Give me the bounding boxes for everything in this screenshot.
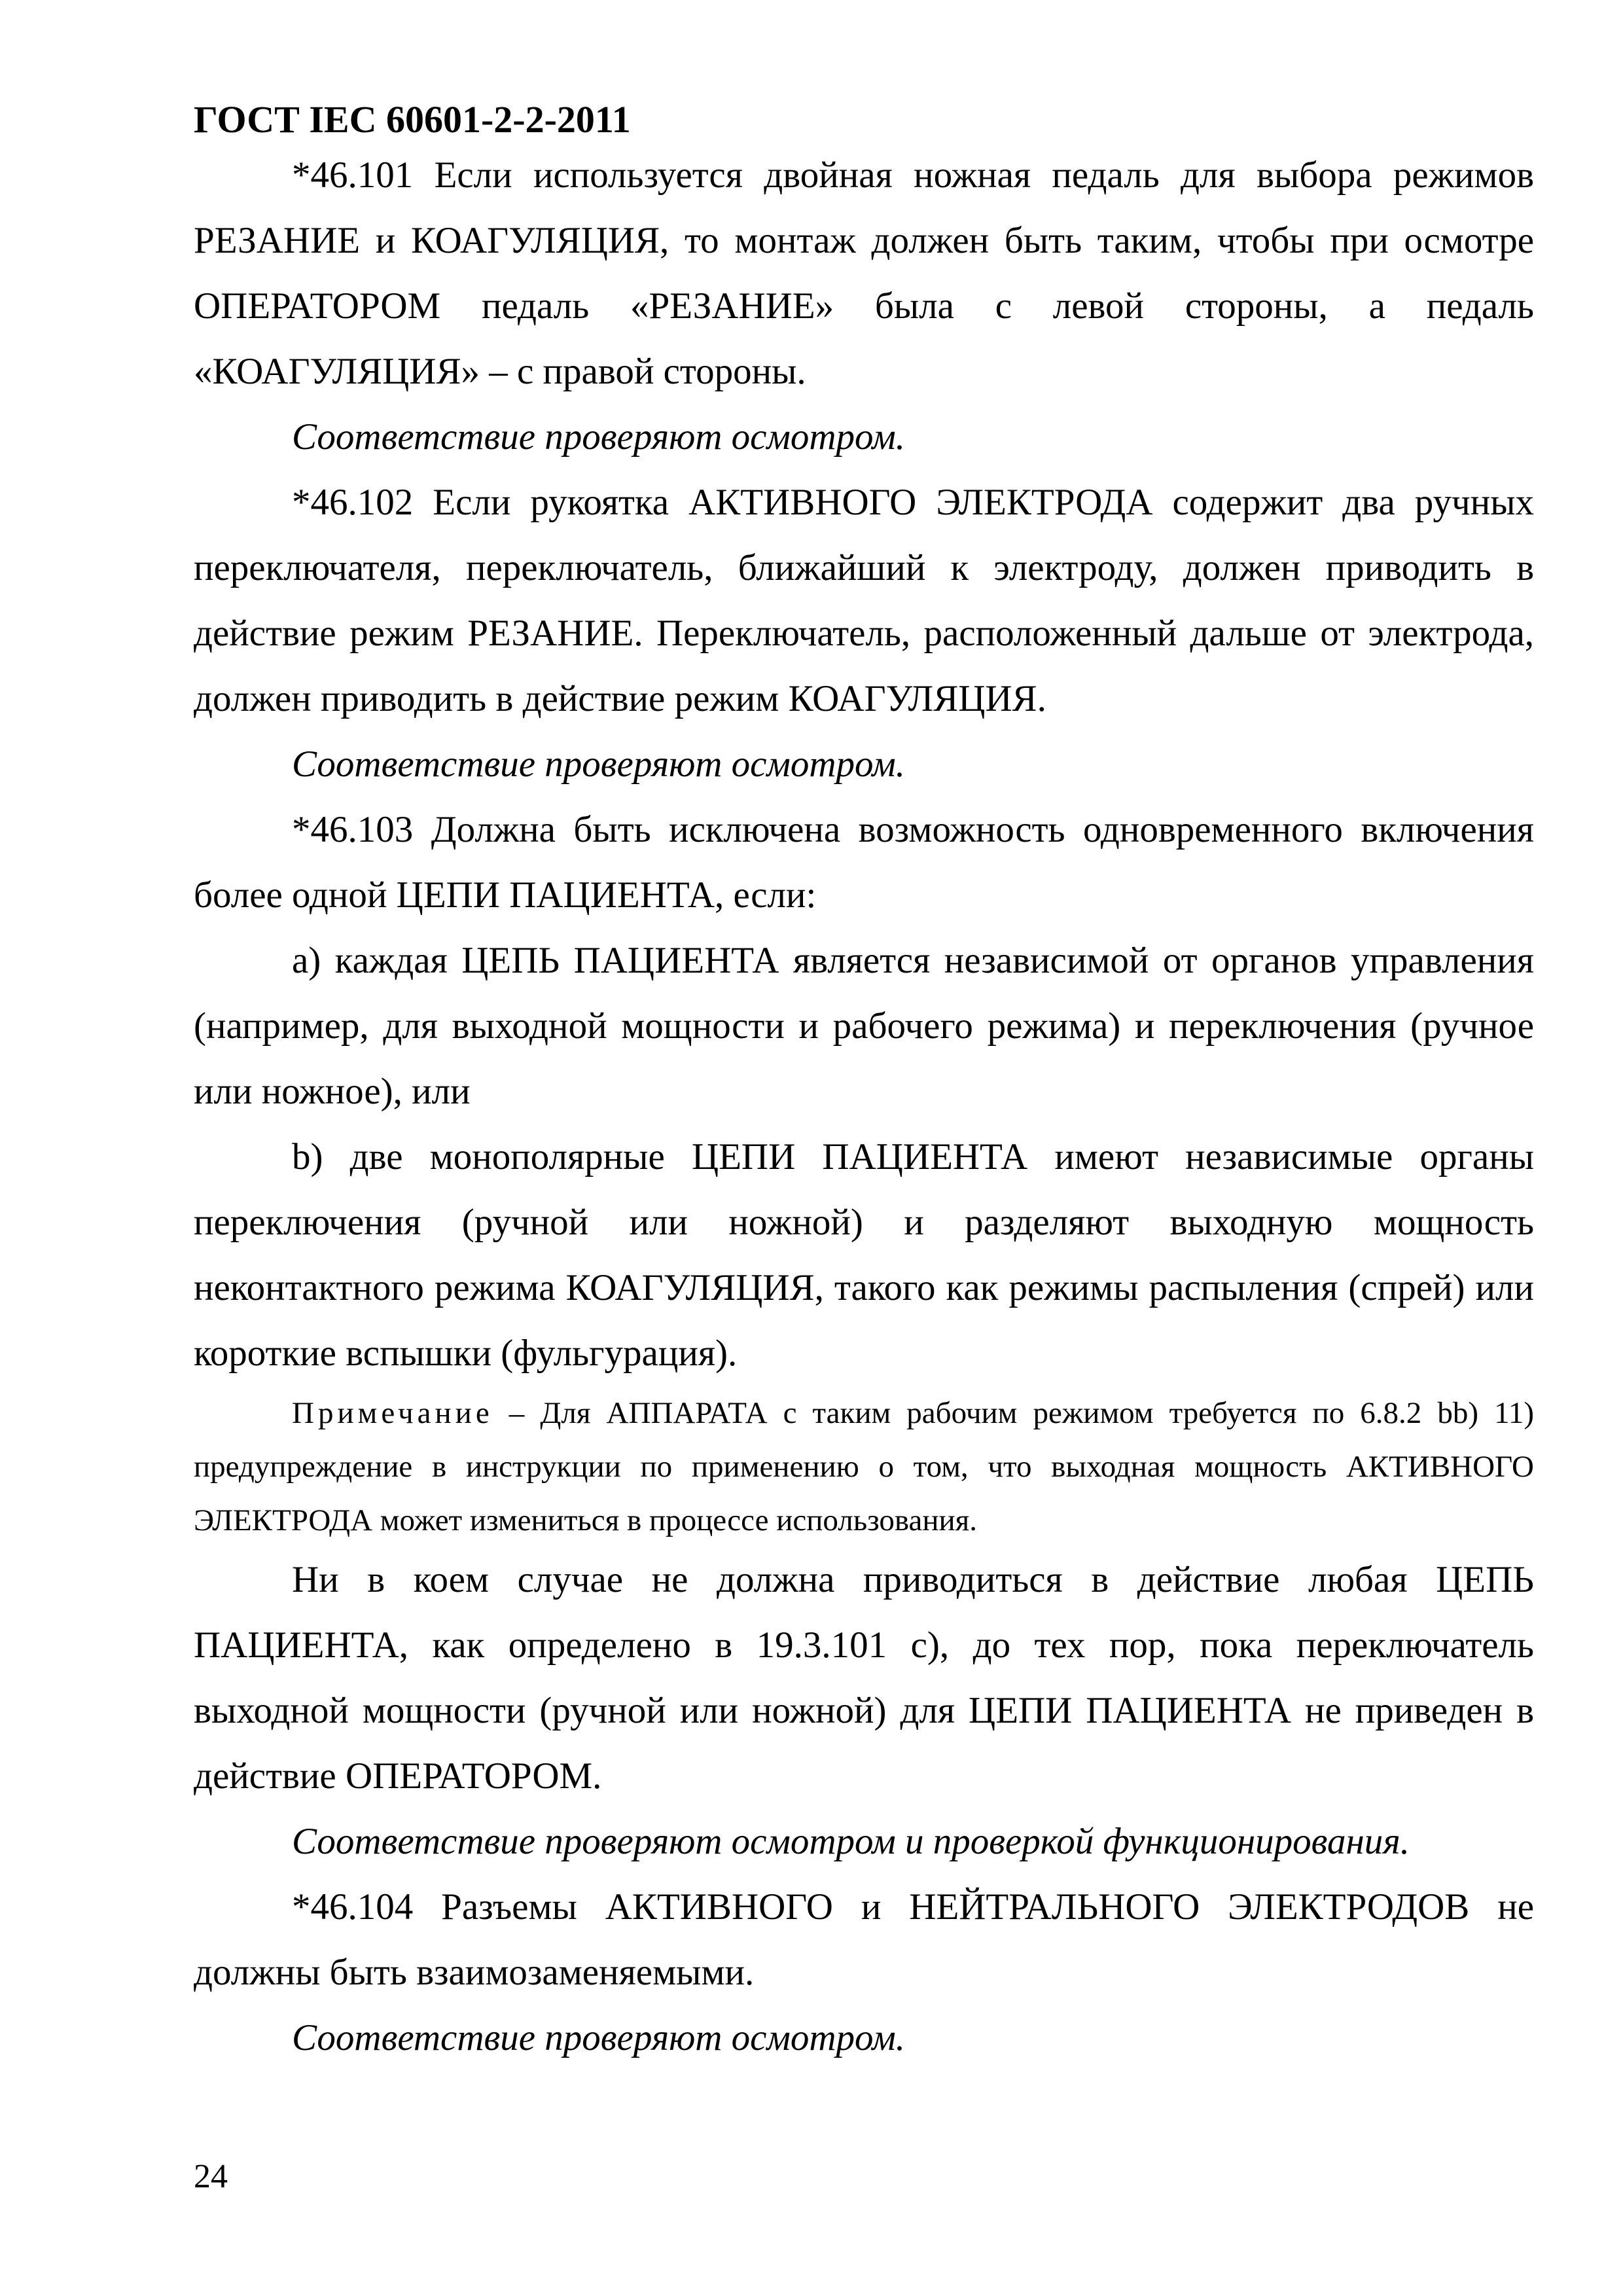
compliance-check-2: Соответствие проверяют осмотром. [292, 744, 905, 785]
document-page [194, 97, 1534, 2071]
note-text: – Для АППАРАТА с таким рабочим режимом требуется по 6.8.2 bb) 11) предупреждение в инструкции по применению о том, что выходная мощность АКТИВНОГО ЭЛЕКТРОДА может измениться в процессе использования. [194, 1396, 1534, 1537]
compliance-check-3: Соответствие проверяют осмотром и проверкой функционирования. [292, 1821, 1410, 1862]
clause-patient-circuit: Ни в коем случае не должна приводиться в действие любая ЦЕПЬ ПАЦИЕНТА, как определено в 19.3.101 с), до тех пор, пока переключатель выходной мощности (ручной или ножной) для ЦЕПИ ПАЦИЕНТА не приведен в действие ОПЕРАТОРОМ. [194, 1559, 1534, 1797]
note [194, 1386, 1534, 1547]
clause-46-104: *46.104 Разъемы АКТИВНОГО и НЕЙТРАЛЬНОГО ЭЛЕКТРОДОВ не должны быть взаимозаменяемыми. [194, 1886, 1534, 1993]
page-number: 24 [194, 2158, 228, 2195]
clause-46-101: *46.101 Если используется двойная ножная педаль для выбора режимов РЕЗАНИЕ и КОАГУЛЯЦИЯ, то монтаж должен быть таким, чтобы при осмотре ОПЕРАТОРОМ педаль «РЕЗАНИЕ» была с левой стороны, а педаль «КОАГУЛЯЦИЯ» – с правой стороны. [194, 154, 1534, 392]
compliance-check-1: Соответствие проверяют осмотром. [292, 416, 905, 457]
document-header: ГОСТ IEC 60601-2-2-2011 [194, 98, 631, 141]
note-label: Примечание [292, 1396, 493, 1430]
list-item-b: b) две монополярные ЦЕПИ ПАЦИЕНТА имеют независимые органы переключения (ручной или ножной) и разделяют выходную мощность неконтактного режима КОАГУЛЯЦИЯ, такого как режимы распыления (спрей) или короткие вспышки (фульгурация). [194, 1136, 1534, 1374]
clause-46-102: *46.102 Если рукоятка АКТИВНОГО ЭЛЕКТРОДА содержит два ручных переключателя, переключатель, ближайший к электроду, должен приводить в действие режим РЕЗАНИЕ. Переключатель, расположенный дальше от электрода, должен приводить в действие режим КОАГУЛЯЦИЯ. [194, 482, 1534, 719]
compliance-check-4: Соответствие проверяют осмотром. [292, 2017, 905, 2058]
clause-46-103: *46.103 Должна быть исключена возможность одновременного включения более одной ЦЕПИ ПАЦИЕНТА, если: [194, 809, 1534, 916]
list-item-a: а) каждая ЦЕПЬ ПАЦИЕНТА является независимой от органов управления (например, для выходной мощности и рабочего режима) и переключения (ручное или ножное), или [194, 940, 1534, 1112]
